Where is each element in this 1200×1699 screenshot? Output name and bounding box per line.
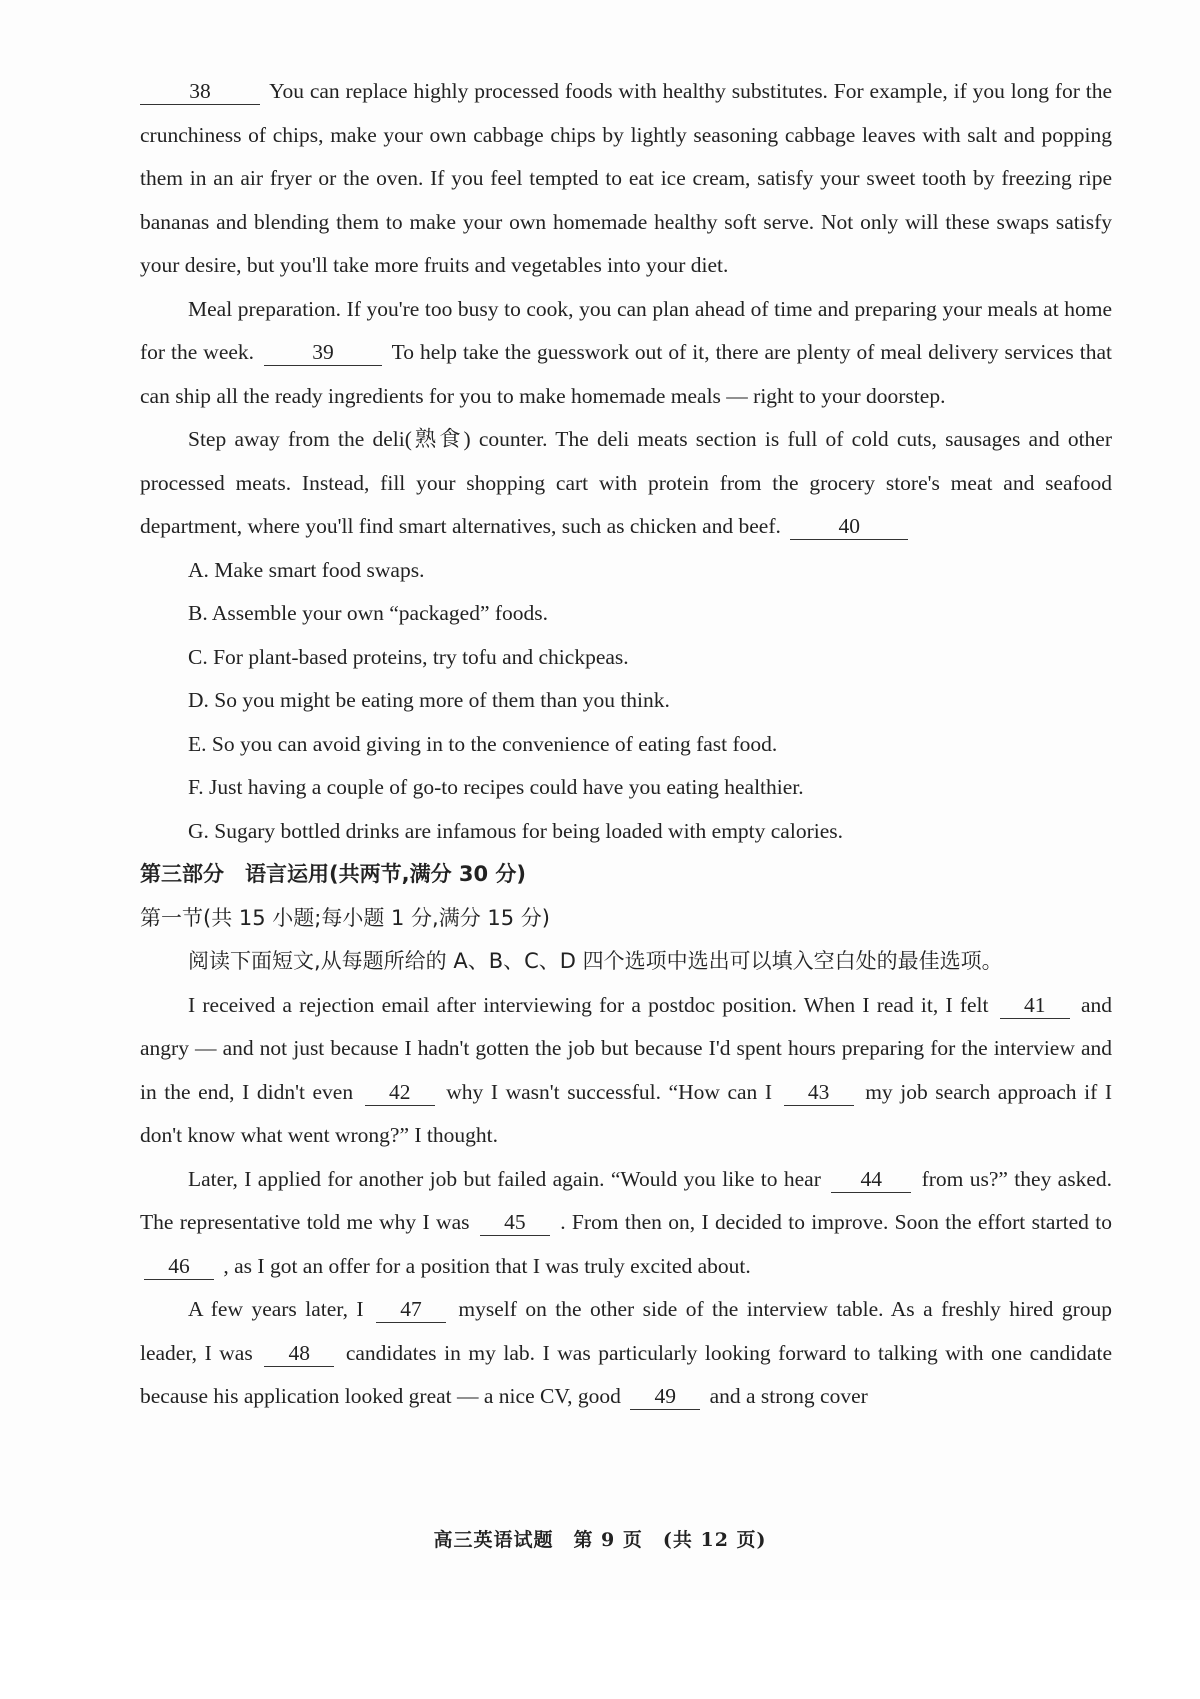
option-g: G. Sugary bottled drinks are infamous for being loaded with empty calories. <box>188 818 843 843</box>
blank-39: 39 <box>264 339 382 366</box>
cloze-text: Later, I applied for another job but failed again. “Would you like to hear <box>188 1166 821 1191</box>
option-a: A. Make smart food swaps. <box>188 557 425 582</box>
cloze-paragraph-1 <box>140 984 1112 1158</box>
cloze-text: A few years later, I <box>188 1297 364 1321</box>
paragraph-meal-preparation <box>140 288 1112 419</box>
answer-options <box>140 549 1112 854</box>
cloze-instruction: 阅读下面短文,从每题所给的 A、B、C、D 四个选项中选出可以填入空白处的最佳选项。 <box>188 949 1003 973</box>
blank-46: 46 <box>144 1253 214 1280</box>
blank-44: 44 <box>831 1166 911 1193</box>
cloze-text: . From then on, I decided to improve. Soon the effort started to <box>560 1210 1112 1234</box>
blank-43: 43 <box>784 1079 854 1106</box>
cloze-text: and a strong cover <box>709 1384 868 1408</box>
paragraph-38-text: You can replace highly processed foods with healthy substitutes. For example, if you long for the crunchiness of chips, make your own cabbage chips by lightly seasoning cabbage leaves with salt and popping them in an air fryer or the oven. If you feel tempted to eat ice cream, satisfy your sweet tooth by freezing ripe bananas and blending them to make your own homemade healthy soft serve. Not only will these swaps satisfy your desire, but you'll take more fruits and vegetables into your diet. <box>140 79 1113 277</box>
blank-49: 49 <box>630 1383 700 1410</box>
page-content <box>140 70 1112 1419</box>
paragraph-38 <box>140 70 1112 288</box>
cloze-text: from us?” they asked. The representative told me why I was <box>140 1166 1113 1234</box>
paragraph-39-after: To help take the guesswork out of it, there are plenty of meal delivery services that can ship all the ready ingredients for you to make homemade meals — right to your doorstep. <box>140 340 1112 408</box>
paragraph-39-before: Meal preparation. If you're too busy to cook, you can plan ahead of time and preparing your meals at home for the week. <box>140 296 1112 364</box>
cloze-paragraph-2 <box>140 1158 1112 1289</box>
blank-bottom-area <box>0 1600 1200 1699</box>
option-f: F. Just having a couple of go-to recipes could have you eating healthier. <box>188 775 804 799</box>
option-d: D. So you might be eating more of them than you think. <box>188 688 670 712</box>
cloze-text: my job search approach if I don't know what went wrong?” I thought. <box>140 1079 1112 1147</box>
cloze-text: myself on the other side of the interview table. As a freshly hired group leader, I was <box>140 1297 1112 1365</box>
blank-40: 40 <box>790 513 908 540</box>
option-b: B. Assemble your own “packaged” foods. <box>188 601 549 625</box>
paragraph-deli-counter <box>140 418 1112 549</box>
blank-48: 48 <box>264 1340 334 1367</box>
page-footer: 高三英语试题 第 9 页 (共 12 页) <box>433 1529 767 1551</box>
blank-38: 38 <box>140 78 260 105</box>
cloze-text: I received a rejection email after interviewing for a postdoc position. When I read it, I felt <box>188 992 989 1017</box>
cloze-text: candidates in my lab. I was particularly looking forward to talking with one candidate because his application looked great — a nice CV, good <box>140 1340 1112 1408</box>
part-three-heading: 第三部分 语言运用(共两节,满分 30 分) <box>140 862 527 886</box>
section-one-heading: 第一节(共 15 小题;每小题 1 分,满分 15 分) <box>140 905 550 930</box>
cloze-text: and angry — and not just because I hadn't gotten the job but because I'd spent hours preparing for the interview and in the end, I didn't even <box>140 992 1113 1104</box>
cloze-paragraph-3 <box>140 1288 1112 1419</box>
cloze-text: , as I got an offer for a position that I was truly excited about. <box>223 1253 751 1278</box>
paragraph-40-before: Step away from the deli(熟食) counter. The deli meats section is full of cold cuts, sausages and other processed meats. Instead, fill your shopping cart with protein from the grocery store's meat and seafood department, where you'll find smart alternatives, such as chicken and beef. <box>140 427 1112 538</box>
blank-47: 47 <box>376 1296 446 1323</box>
blank-45: 45 <box>480 1209 550 1236</box>
option-e: E. So you can avoid giving in to the convenience of eating fast food. <box>188 731 778 756</box>
blank-42: 42 <box>365 1079 435 1106</box>
option-c: C. For plant-based proteins, try tofu and chickpeas. <box>188 644 629 669</box>
cloze-text: why I wasn't successful. “How can I <box>446 1079 773 1104</box>
blank-41: 41 <box>1000 992 1070 1019</box>
